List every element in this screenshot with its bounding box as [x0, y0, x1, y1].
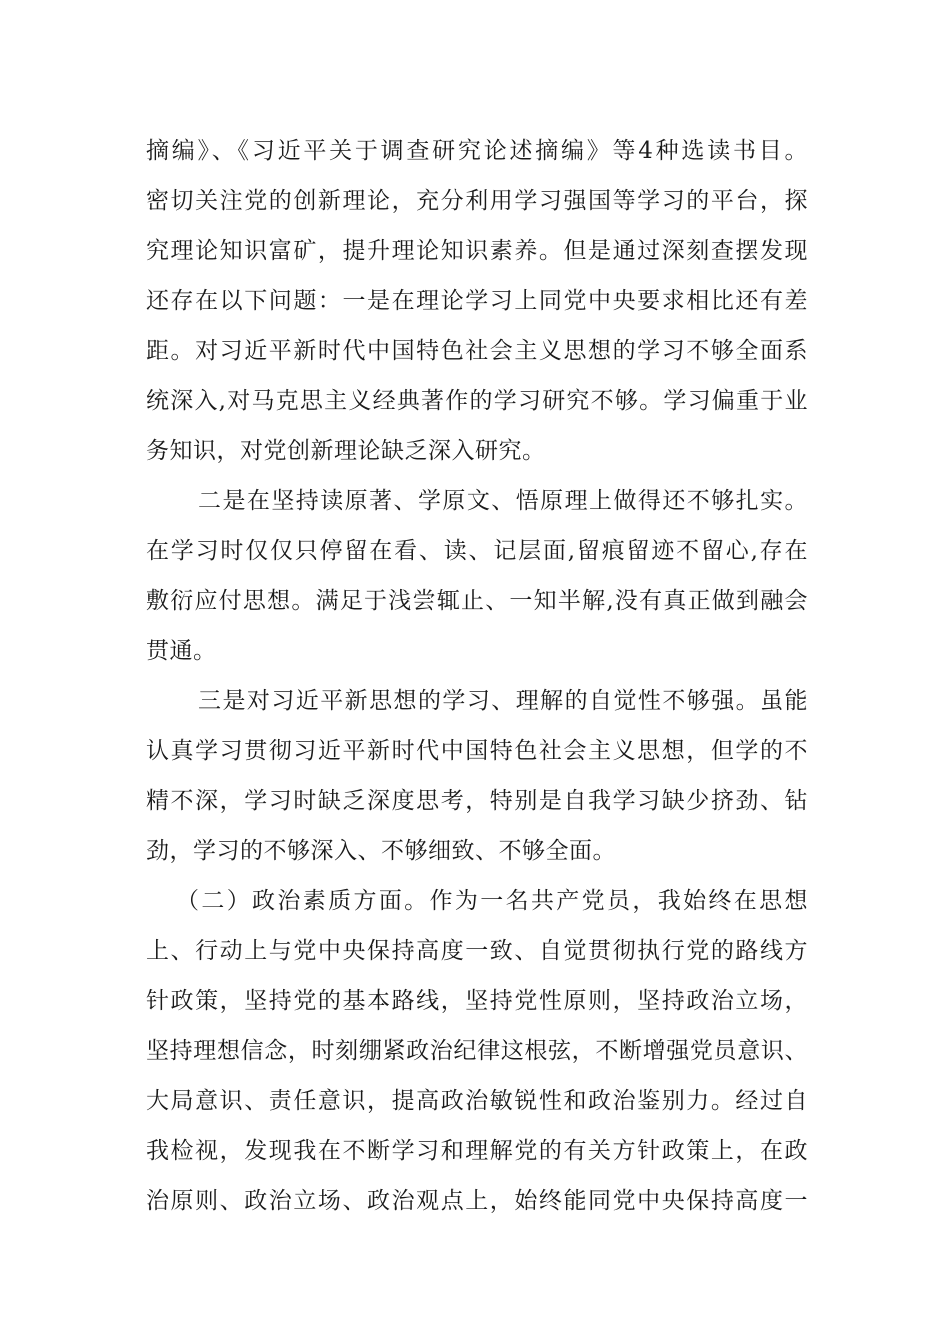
- paragraph-4-line-7: 治原则、政治立场、政治观点上，始终能同党中央保持高度一: [146, 1188, 808, 1214]
- paragraph-2-line-4: 贯通。: [146, 638, 217, 664]
- paragraph-4-line-6: 我检视，发现我在不断学习和理解党的有关方针政策上，在政: [146, 1138, 808, 1164]
- paragraph-1-line-4: 还存在以下问题：一是在理论学习上同党中央要求相比还有差: [146, 288, 808, 314]
- paragraph-3-line-1: 三是对习近平新思想的学习、理解的自觉性不够强。虽能: [198, 688, 808, 714]
- paragraph-4-line-4: 坚持理想信念，时刻绷紧政治纪律这根弦，不断增强党员意识、: [146, 1038, 808, 1064]
- paragraph-3-line-2: 认真学习贯彻习近平新时代中国特色社会主义思想，但学的不: [146, 738, 808, 764]
- paragraph-4-line-3: 针政策，坚持党的基本路线，坚持党性原则，坚持政治立场，: [146, 988, 808, 1014]
- paragraph-1-line-1: 摘编》、《习近平关于调查研究论述摘编》等4种选读书目。: [146, 138, 808, 164]
- body-text: [146, 126, 808, 1226]
- paragraph-1-line-2: 密切关注党的创新理论，充分利用学习强国等学习的平台，探: [146, 188, 808, 214]
- paragraph-4-line-2: 上、行动上与党中央保持高度一致、自觉贯彻执行党的路线方: [146, 938, 808, 964]
- paragraph-1-line-7: 务知识，对党创新理论缺乏深入研究。: [146, 438, 546, 464]
- paragraph-4-line-5: 大局意识、责任意识，提高政治敏锐性和政治鉴别力。经过自: [146, 1088, 808, 1114]
- paragraph-1-line-5: 距。对习近平新时代中国特色社会主义思想的学习不够全面系: [146, 338, 808, 364]
- paragraph-2-line-2: 在学习时仅仅只停留在看、读、记层面,留痕留迹不留心,存在: [146, 538, 808, 564]
- paragraph-1-line-3: 究理论知识富矿，提升理论知识素养。但是通过深刻查摆发现: [146, 238, 808, 264]
- paragraph-4-line-1: （二）政治素质方面。作为一名共产党员，我始终在思想: [176, 888, 808, 914]
- paragraph-1-line-6: 统深入,对马克思主义经典著作的学习研究不够。学习偏重于业: [146, 388, 808, 414]
- paragraph-2-line-1: 二是在坚持读原著、学原文、悟原理上做得还不够扎实。: [198, 488, 808, 514]
- paragraph-2-line-3: 敷衍应付思想。满足于浅尝辄止、一知半解,没有真正做到融会: [146, 588, 808, 614]
- paragraph-3-line-4: 劲，学习的不够深入、不够细致、不够全面。: [146, 838, 616, 864]
- paragraph-3-line-3: 精不深，学习时缺乏深度思考，特别是自我学习缺少挤劲、钻: [146, 788, 808, 814]
